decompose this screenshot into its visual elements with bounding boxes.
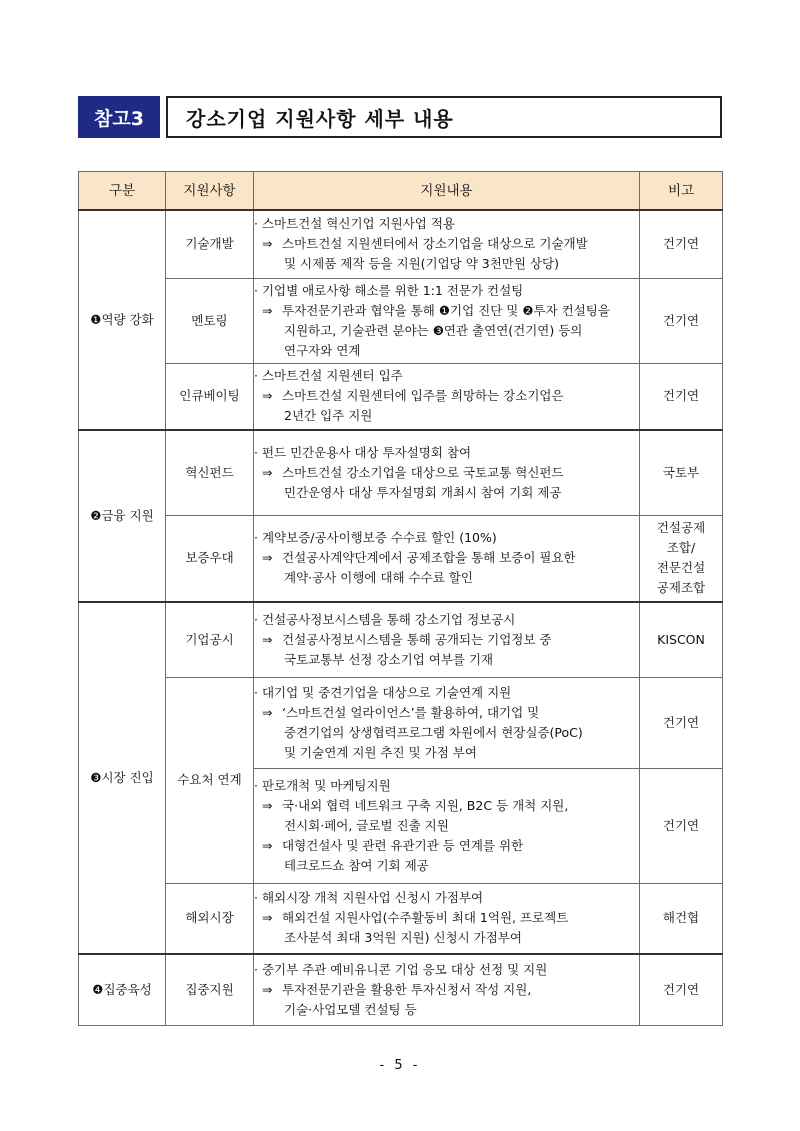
content-line: 계약·공사 이행에 대해 수수료 할인 — [284, 570, 473, 586]
content-line — [254, 980, 639, 1000]
item-cell: 멘토링 — [166, 278, 254, 363]
page-number: - 5 - — [379, 1058, 421, 1073]
table-row — [79, 954, 723, 1025]
content-text: 스마트건설 강소기업을 대상으로 국토교통 혁신펀드 — [282, 464, 564, 480]
arrow-icon: ⇒ — [262, 837, 273, 853]
content-cell — [254, 515, 640, 602]
arrow-icon: ⇒ — [262, 797, 273, 813]
content-line — [254, 796, 639, 816]
item-cell: 혁신펀드 — [166, 430, 254, 515]
category-cell: ❹집중육성 — [79, 954, 166, 1025]
content-line: · 스마트건설 혁신기업 지원사업 적용 — [254, 216, 455, 232]
content-cell — [254, 602, 640, 677]
item-cell: 보증우대 — [166, 515, 254, 602]
table-row — [79, 677, 723, 768]
content-cell — [254, 677, 640, 768]
content-text: 투자전문기관을 활용한 투자신청서 작성 지원, — [282, 981, 532, 997]
content-cell — [254, 430, 640, 515]
note-cell — [640, 768, 723, 883]
content-text: 건설공사계약단계에서 공제조합을 통해 보증이 필요한 — [282, 550, 576, 566]
page-title: 강소기업 지원사항 세부 내용 — [166, 96, 722, 138]
table-body — [79, 210, 723, 1025]
content-line — [254, 630, 639, 650]
content-line — [254, 908, 639, 928]
note-cell — [640, 883, 723, 954]
content-line: 중견기업의 상생협력프로그램 차원에서 현장실증(PoC) — [284, 724, 583, 740]
table-row — [79, 602, 723, 677]
content-line: · 판로개척 및 마케팅지원 — [254, 777, 391, 793]
table-row — [79, 883, 723, 954]
content-cell — [254, 883, 640, 954]
content-text: ‘스마트건설 얼라이언스’를 활용하여, 대기업 및 — [282, 704, 540, 720]
table-row — [79, 430, 723, 515]
item-cell: 집중지원 — [166, 954, 254, 1025]
item-cell: 기술개발 — [166, 210, 254, 278]
content-line: · 펀드 민간운용사 대상 투자설명회 참여 — [254, 444, 472, 460]
content-cell — [254, 363, 640, 430]
note-cell — [640, 602, 723, 677]
note-cell — [640, 430, 723, 515]
note-text: 건기연 — [662, 817, 700, 833]
arrow-icon: ⇒ — [262, 704, 273, 720]
content-line: 전시회·페어, 글로벌 진출 지원 — [284, 817, 449, 833]
content-cell — [254, 954, 640, 1025]
note-text: 조합/ — [666, 540, 696, 556]
content-line: · 해외시장 개척 지원사업 신청시 가점부여 — [254, 890, 484, 906]
content-line — [254, 548, 639, 568]
category-cell: ❶역량 강화 — [79, 210, 166, 430]
content-line — [254, 836, 639, 856]
content-line: 기술·사업모델 컨설팅 등 — [284, 1001, 417, 1017]
arrow-icon: ⇒ — [262, 302, 273, 318]
note-text: 건기연 — [662, 714, 700, 730]
table-row — [79, 278, 723, 363]
content-cell — [254, 768, 640, 883]
content-line — [254, 386, 639, 406]
content-line: 지원하고, 기술관련 분야는 ❸연관 출연연(건기연) 등의 — [284, 322, 583, 338]
content-line: 2년간 입주 지원 — [284, 408, 373, 424]
note-text: KISCON — [657, 631, 705, 647]
note-cell — [640, 677, 723, 768]
reference-badge: 참고3 — [78, 96, 160, 138]
item-cell: 해외시장 — [166, 883, 254, 954]
support-table — [78, 171, 723, 1026]
table-row — [79, 363, 723, 430]
table-row — [79, 210, 723, 278]
category-cell: ❷금융 지원 — [79, 430, 166, 602]
header-category: 구분 — [79, 172, 166, 211]
content-line: 조사분석 최대 3억원 지원) 신청시 가점부여 — [284, 930, 522, 946]
note-text: 건기연 — [662, 312, 700, 328]
item-cell: 수요처 연계 — [166, 677, 254, 883]
content-line — [254, 703, 639, 723]
note-cell — [640, 278, 723, 363]
item-cell: 기업공시 — [166, 602, 254, 677]
content-line: 및 기술연계 지원 추진 및 가점 부여 — [284, 744, 477, 760]
arrow-icon: ⇒ — [262, 981, 273, 997]
note-text: 건기연 — [662, 388, 700, 404]
note-text: 전문건설 — [656, 560, 706, 576]
content-line: 및 시제품 제작 등을 지원(기업당 약 3천만원 상당) — [284, 256, 559, 272]
arrow-icon: ⇒ — [262, 910, 273, 926]
arrow-icon: ⇒ — [262, 388, 273, 404]
content-text: 해외건설 지원사업(수주활동비 최대 1억원, 프로젝트 — [282, 910, 569, 926]
category-cell: ❸시장 진입 — [79, 602, 166, 954]
content-line — [254, 234, 639, 254]
title-block — [78, 96, 722, 138]
content-line: · 건설공사정보시스템을 통해 강소기업 정보공시 — [254, 611, 516, 627]
content-text: 스마트건설 지원센터에 입주를 희망하는 강소기업은 — [282, 388, 564, 404]
note-cell — [640, 954, 723, 1025]
arrow-icon: ⇒ — [262, 550, 273, 566]
note-cell — [640, 515, 723, 602]
content-line: · 계약보증/공사이행보증 수수료 할인 (10%) — [254, 530, 497, 546]
note-text: 건설공제 — [656, 520, 706, 536]
table-row — [79, 515, 723, 602]
note-text: 해건협 — [662, 910, 700, 926]
content-text: 건설공사정보시스템을 통해 공개되는 기업정보 중 — [282, 631, 552, 647]
table-header-row — [79, 172, 723, 211]
content-line: 국토교통부 선정 강소기업 여부를 기재 — [284, 651, 494, 667]
content-line: · 스마트건설 지원센터 입주 — [254, 368, 403, 384]
item-cell: 인큐베이팅 — [166, 363, 254, 430]
note-cell — [640, 363, 723, 430]
arrow-icon: ⇒ — [262, 236, 273, 252]
note-text: 건기연 — [662, 981, 700, 997]
content-text: 스마트건설 지원센터에서 강소기업을 대상으로 기술개발 — [282, 236, 588, 252]
header-content: 지원내용 — [254, 172, 640, 211]
content-line: 민간운영사 대상 투자설명회 개최시 참여 기회 제공 — [284, 484, 562, 500]
content-line: · 중기부 주관 예비유니콘 기업 응모 대상 선정 및 지원 — [254, 961, 548, 977]
header-item: 지원사항 — [166, 172, 254, 211]
header-note: 비고 — [640, 172, 723, 211]
content-line: · 기업별 애로사항 해소를 위한 1:1 전문가 컨설팅 — [254, 282, 524, 298]
content-cell — [254, 278, 640, 363]
content-line: 연구자와 연계 — [284, 342, 361, 358]
content-text: 대형건설사 및 관련 유관기관 등 연계를 위한 — [282, 837, 524, 853]
content-text: 투자전문기관과 협약을 통해 ❶기업 진단 및 ❷투자 컨설팅을 — [282, 302, 610, 318]
arrow-icon: ⇒ — [262, 631, 273, 647]
arrow-icon: ⇒ — [262, 464, 273, 480]
note-text: 공제조합 — [656, 580, 706, 596]
content-line: · 대기업 및 중견기업을 대상으로 기술연계 지원 — [254, 684, 512, 700]
content-line: 테크로드쇼 참여 기회 제공 — [284, 857, 429, 873]
content-cell — [254, 210, 640, 278]
note-text: 건기연 — [662, 236, 700, 252]
content-line — [254, 463, 639, 483]
content-line — [254, 301, 639, 321]
note-text: 국토부 — [662, 464, 700, 480]
note-cell — [640, 210, 723, 278]
content-text: 국·내외 협력 네트워크 구축 지원, B2C 등 개척 지원, — [282, 797, 569, 813]
